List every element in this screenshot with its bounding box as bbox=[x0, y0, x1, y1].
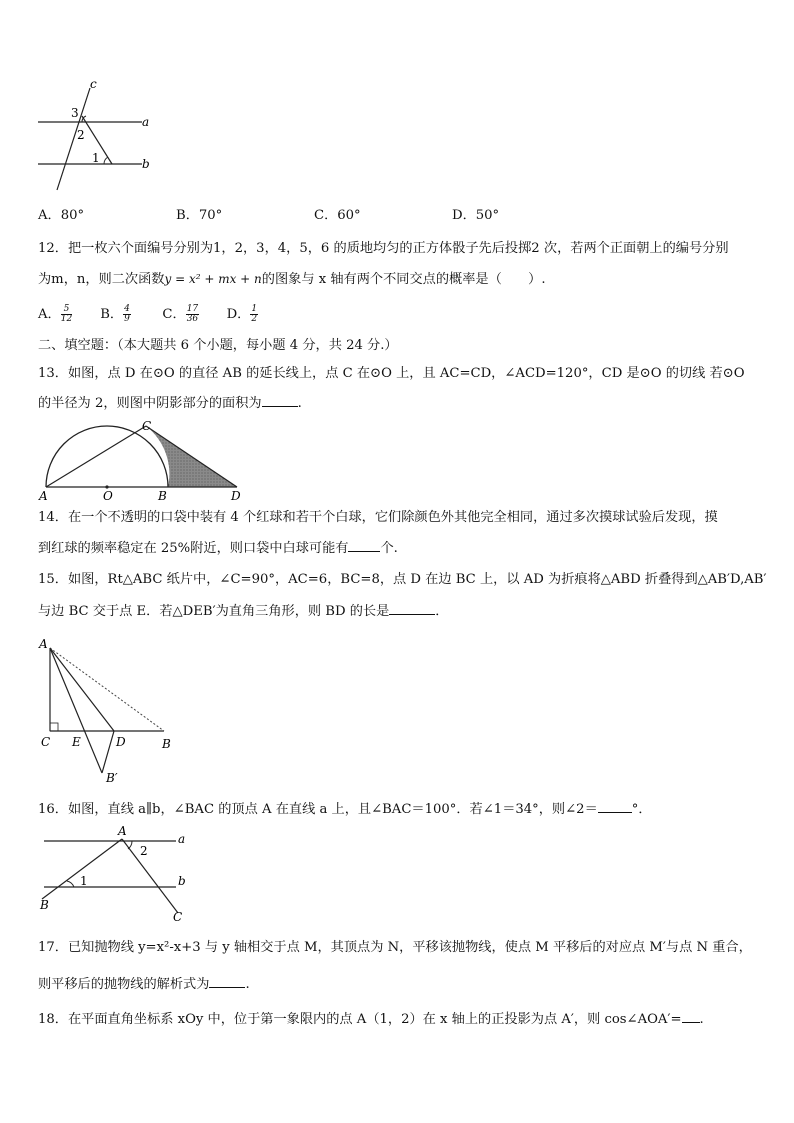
label-a: a bbox=[178, 832, 186, 846]
label-D: D bbox=[231, 489, 241, 502]
figure-folded-triangle-15 bbox=[36, 636, 182, 786]
q12-formula: y = x² + mx + n bbox=[164, 272, 262, 286]
figure-parallel-angle-16 bbox=[36, 823, 196, 923]
label-angle-1: 1 bbox=[80, 874, 88, 888]
label-c: c bbox=[90, 78, 97, 91]
label-D: D bbox=[116, 735, 126, 749]
q11-option-a: A．80° bbox=[38, 208, 85, 223]
q18-answer-blank[interactable] bbox=[682, 1022, 700, 1023]
q15-line2-end: ． bbox=[435, 604, 449, 619]
label-B: B bbox=[40, 898, 49, 912]
q11-option-b: B．70° bbox=[176, 208, 223, 223]
q18-line1-text: 18．在平面直角坐标系 xOy 中，位于第一象限内的点 A（1，2）在 x 轴上的正投影为点 A′，则 cos∠AOA′= bbox=[38, 1012, 682, 1027]
q12-option-c-label: C． bbox=[162, 307, 186, 322]
q16-line1-end: °． bbox=[631, 802, 652, 817]
q11-option-c: C．60° bbox=[314, 208, 361, 223]
q13-line2-end: . bbox=[297, 396, 302, 411]
label-C: C bbox=[41, 735, 51, 749]
q13-answer-blank[interactable] bbox=[262, 406, 298, 407]
q12-option-b-label: B． bbox=[100, 307, 124, 322]
q18-line1 bbox=[38, 1012, 704, 1028]
q15-answer-blank[interactable] bbox=[389, 614, 435, 615]
label-B: B bbox=[158, 489, 167, 502]
label-angle-3: 3 bbox=[71, 106, 79, 120]
q14-line2-end: 个. bbox=[380, 541, 398, 556]
label-angle-1: 1 bbox=[92, 151, 100, 165]
q17-line1: 17．已知抛物线 y=x²-x+3 与 y 轴相交于点 M，其顶点为 N，平移该抛物线，使点 M 平移后的对应点 M′与点 N 重合， bbox=[38, 940, 752, 955]
q12-option-c bbox=[162, 303, 222, 324]
q16-line1-text: 16．如图，直线 a∥b，∠BAC 的顶点 A 在直线 a 上，且∠BAC＝100°．若∠1＝34°，则∠2＝ bbox=[38, 802, 598, 817]
q17-line2-end: . bbox=[245, 977, 250, 992]
q12-line2-text-a: 为m，n，则二次函数 bbox=[38, 272, 165, 287]
q12-option-a-label: A． bbox=[38, 307, 61, 322]
label-a: a bbox=[142, 115, 150, 129]
q13-line2 bbox=[38, 396, 302, 412]
q16-line1 bbox=[38, 802, 652, 818]
label-B-prime: B′ bbox=[106, 771, 118, 785]
q17-line2 bbox=[38, 977, 250, 993]
q13-line2-text: 的半径为 2，则图中阴影部分的面积为 bbox=[38, 396, 262, 411]
label-B: B bbox=[162, 737, 171, 751]
q12-option-d-label: D． bbox=[226, 307, 251, 322]
q14-line2 bbox=[38, 541, 398, 557]
q12-option-a-fraction: $\frac{5}{12}$ bbox=[60, 304, 73, 324]
q12-options bbox=[38, 303, 287, 324]
q14-line1: 14．在一个不透明的口袋中装有 4 个红球和若干个白球，它们除颜色外其他完全相同，通过多次摸球试验后发现，摸 bbox=[38, 510, 718, 525]
label-angle-2: 2 bbox=[77, 128, 85, 142]
label-angle-2: 2 bbox=[140, 844, 148, 858]
label-O: O bbox=[103, 489, 113, 502]
q15-line1: 15．如图，Rt△ABC 纸片中，∠C=90°，AC=6，BC=8，点 D 在边 BC 上，以 AD 为折痕将△ABD 折叠得到△AB′D,AB′ bbox=[38, 572, 767, 587]
q12-option-a bbox=[38, 303, 96, 324]
label-E: E bbox=[72, 735, 81, 749]
figure-semicircle-tangent-13 bbox=[36, 418, 248, 502]
q16-answer-blank[interactable] bbox=[598, 812, 632, 813]
label-A: A bbox=[39, 637, 48, 651]
label-b: b bbox=[142, 157, 150, 171]
q12-line2-text-b: 的图象与 x 轴有两个不同交点的概率是（ ）. bbox=[261, 272, 546, 287]
figure-parallel-lines-11 bbox=[30, 78, 160, 194]
q12-line1: 12．把一枚六个面编号分别为1，2，3，4，5，6 的质地均匀的正方体骰子先后投掷2 次，若两个正面朝上的编号分别 bbox=[38, 241, 729, 256]
q12-line2 bbox=[38, 271, 546, 288]
q18-line1-end: . bbox=[699, 1012, 704, 1027]
q12-option-c-fraction: $\frac{17}{36}$ bbox=[186, 304, 199, 324]
label-A: A bbox=[39, 489, 48, 502]
label-C: C bbox=[173, 910, 183, 923]
q12-option-b-fraction: $\frac{4}{9}$ bbox=[124, 304, 130, 324]
q12-option-d bbox=[227, 303, 287, 324]
label-A: A bbox=[118, 824, 127, 838]
q13-line1: 13．如图，点 D 在⊙O 的直径 AB 的延长线上，点 C 在⊙O 上，且 AC=CD，∠ACD=120°，CD 是⊙O 的切线 若⊙O bbox=[38, 366, 745, 381]
label-C: C bbox=[142, 419, 152, 433]
section-2-heading: 二、填空题：（本大题共 6 个小题，每小题 4 分，共 24 分.） bbox=[38, 338, 398, 353]
q12-option-d-fraction: $\frac{1}{2}$ bbox=[251, 304, 258, 324]
q17-line2-text: 则平移后的抛物线的解析式为 bbox=[38, 977, 210, 992]
label-b: b bbox=[178, 874, 186, 888]
q15-line2 bbox=[38, 604, 448, 620]
q12-option-b bbox=[100, 303, 158, 324]
q14-answer-blank[interactable] bbox=[348, 551, 380, 552]
q17-answer-blank[interactable] bbox=[209, 987, 245, 988]
q15-line2-text: 与边 BC 交于点 E．若△DEB′为直角三角形，则 BD 的长是 bbox=[38, 604, 390, 619]
q11-option-d: D．50° bbox=[452, 208, 500, 223]
q14-line2-text: 到红球的频率稳定在 25%附近，则口袋中白球可能有 bbox=[38, 541, 349, 556]
